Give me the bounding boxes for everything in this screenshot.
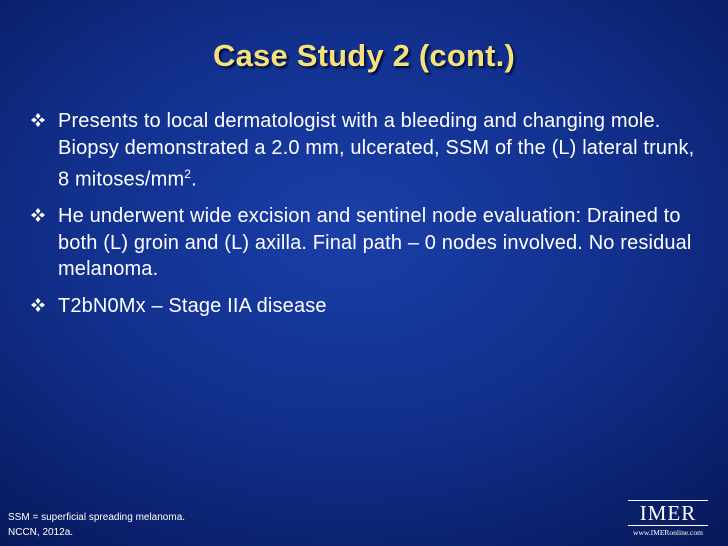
diamond-bullet-icon	[30, 294, 50, 314]
bullet-text: He underwent wide excision and sentinel node evaluation: Drained to both (L) groin and (L) axilla. Final path – 0 nodes involved. No residual melanoma.	[58, 205, 692, 281]
logo-name: IMER	[639, 501, 697, 525]
bullet-list	[30, 108, 700, 329]
bullet-text: Presents to local dermatologist with a bleeding and changing mole. Biopsy demonstrated a 2.0 mm, ulcerated, SSM of the (L) lateral trunk, 8 mitoses/mm	[58, 110, 695, 191]
diamond-bullet-icon	[30, 109, 50, 129]
bullet-text: T2bN0Mx – Stage IIA disease	[58, 294, 327, 317]
bullet-item	[30, 203, 700, 283]
bullet-text-end: .	[191, 168, 197, 191]
superscript: 2	[184, 167, 192, 181]
footnote-line: NCCN, 2012a.	[8, 527, 74, 538]
footnote-line: SSM = superficial spreading melanoma.	[8, 512, 186, 523]
imer-logo	[622, 500, 714, 538]
logo-url: www.IMERonline.com	[633, 528, 703, 537]
bullet-item	[30, 108, 700, 193]
logo-rule	[628, 525, 708, 526]
slide-title: Case Study 2 (cont.)	[213, 38, 515, 73]
diamond-bullet-icon	[30, 204, 50, 224]
bullet-item	[30, 293, 700, 320]
footnote	[8, 510, 185, 540]
